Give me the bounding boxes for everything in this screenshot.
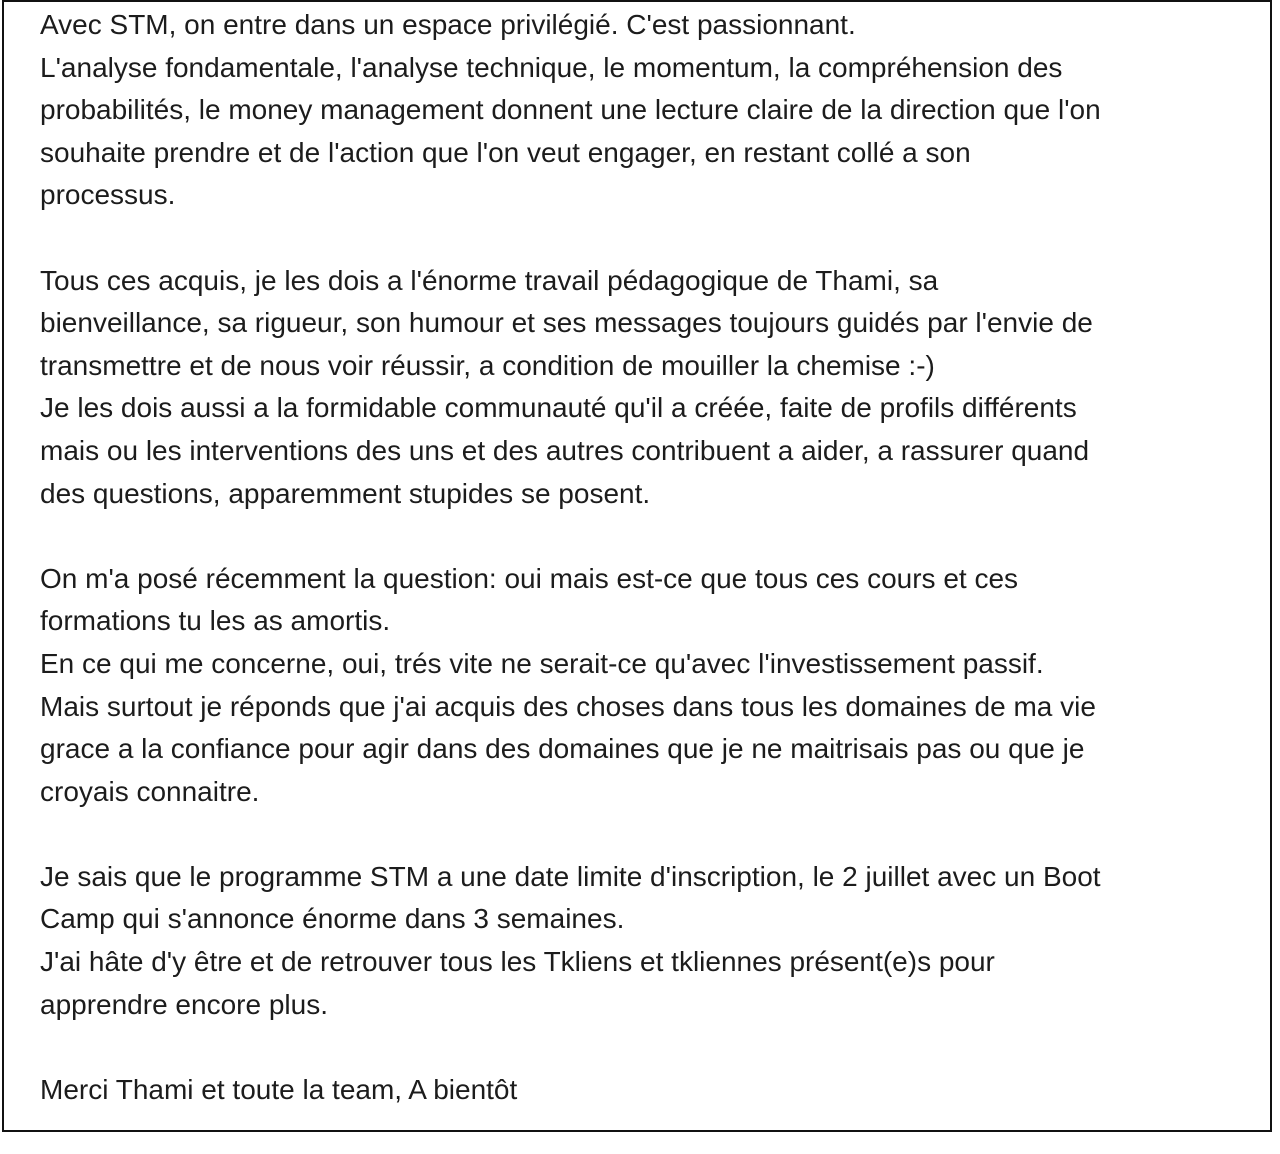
text-line: apprendre encore plus. [40,988,328,1020]
text-line: Tous ces acquis, je les dois a l'énorme travail pédagogique de Thami, sa [40,264,939,296]
text-line: croyais connaitre. [40,775,260,807]
text-line: des questions, apparemment stupides se posent. [40,477,651,509]
text-line: Avec STM, on entre dans un espace privilégié. C'est passionnant. [40,9,856,40]
text-line: processus. [40,179,176,211]
paragraph-program [40,856,1260,1026]
text-line: J'ai hâte d'y être et de retrouver tous les Tkliens et tkliennes présent(e)s pour [40,946,995,978]
paragraph-intro [40,4,1260,217]
text-line: Je les dois aussi a la formidable communauté qu'il a créée, faite de profils différents [40,392,1077,424]
text-line: formations tu les as amortis. [40,605,391,637]
text-line: Merci Thami et toute la team, A bientôt [40,1073,518,1105]
text-line: mais ou les interventions des uns et des autres contribuent a aider, a rassurer quand [40,434,1090,466]
text-line: Camp qui s'annonce énorme dans 3 semaines. [40,903,625,935]
paragraph-signoff [40,1069,1260,1112]
text-line: probabilités, le money management donnent une lecture claire de la direction que l'on [40,94,1101,126]
text-line: On m'a posé récemment la question: oui mais est-ce que tous ces cours et ces [40,562,1019,594]
text-line: souhaite prendre et de l'action que l'on veut engager, en restant collé a son [40,136,971,168]
text-line: Je sais que le programme STM a une date limite d'inscription, le 2 juillet avec un Boot [40,860,1101,892]
paragraph-question [40,558,1260,814]
text-line: En ce qui me concerne, oui, trés vite ne serait-ce qu'avec l'investissement passif. [40,647,1044,679]
text-line: grace a la confiance pour agir dans des domaines que je ne maitrisais pas ou que je [40,733,1085,765]
message-body [40,4,1260,1154]
text-line: bienveillance, sa rigueur, son humour et ses messages toujours guidés par l'envie de [40,307,1093,339]
message-frame [2,0,1272,1132]
text-line: transmettre et de nous voir réussir, a condition de mouiller la chemise :-) [40,349,935,381]
text-line: Mais surtout je réponds que j'ai acquis des choses dans tous les domaines de ma vie [40,690,1096,722]
text-line: L'analyse fondamentale, l'analyse technique, le momentum, la compréhension des [40,51,1063,83]
paragraph-acknowledgements [40,260,1260,516]
